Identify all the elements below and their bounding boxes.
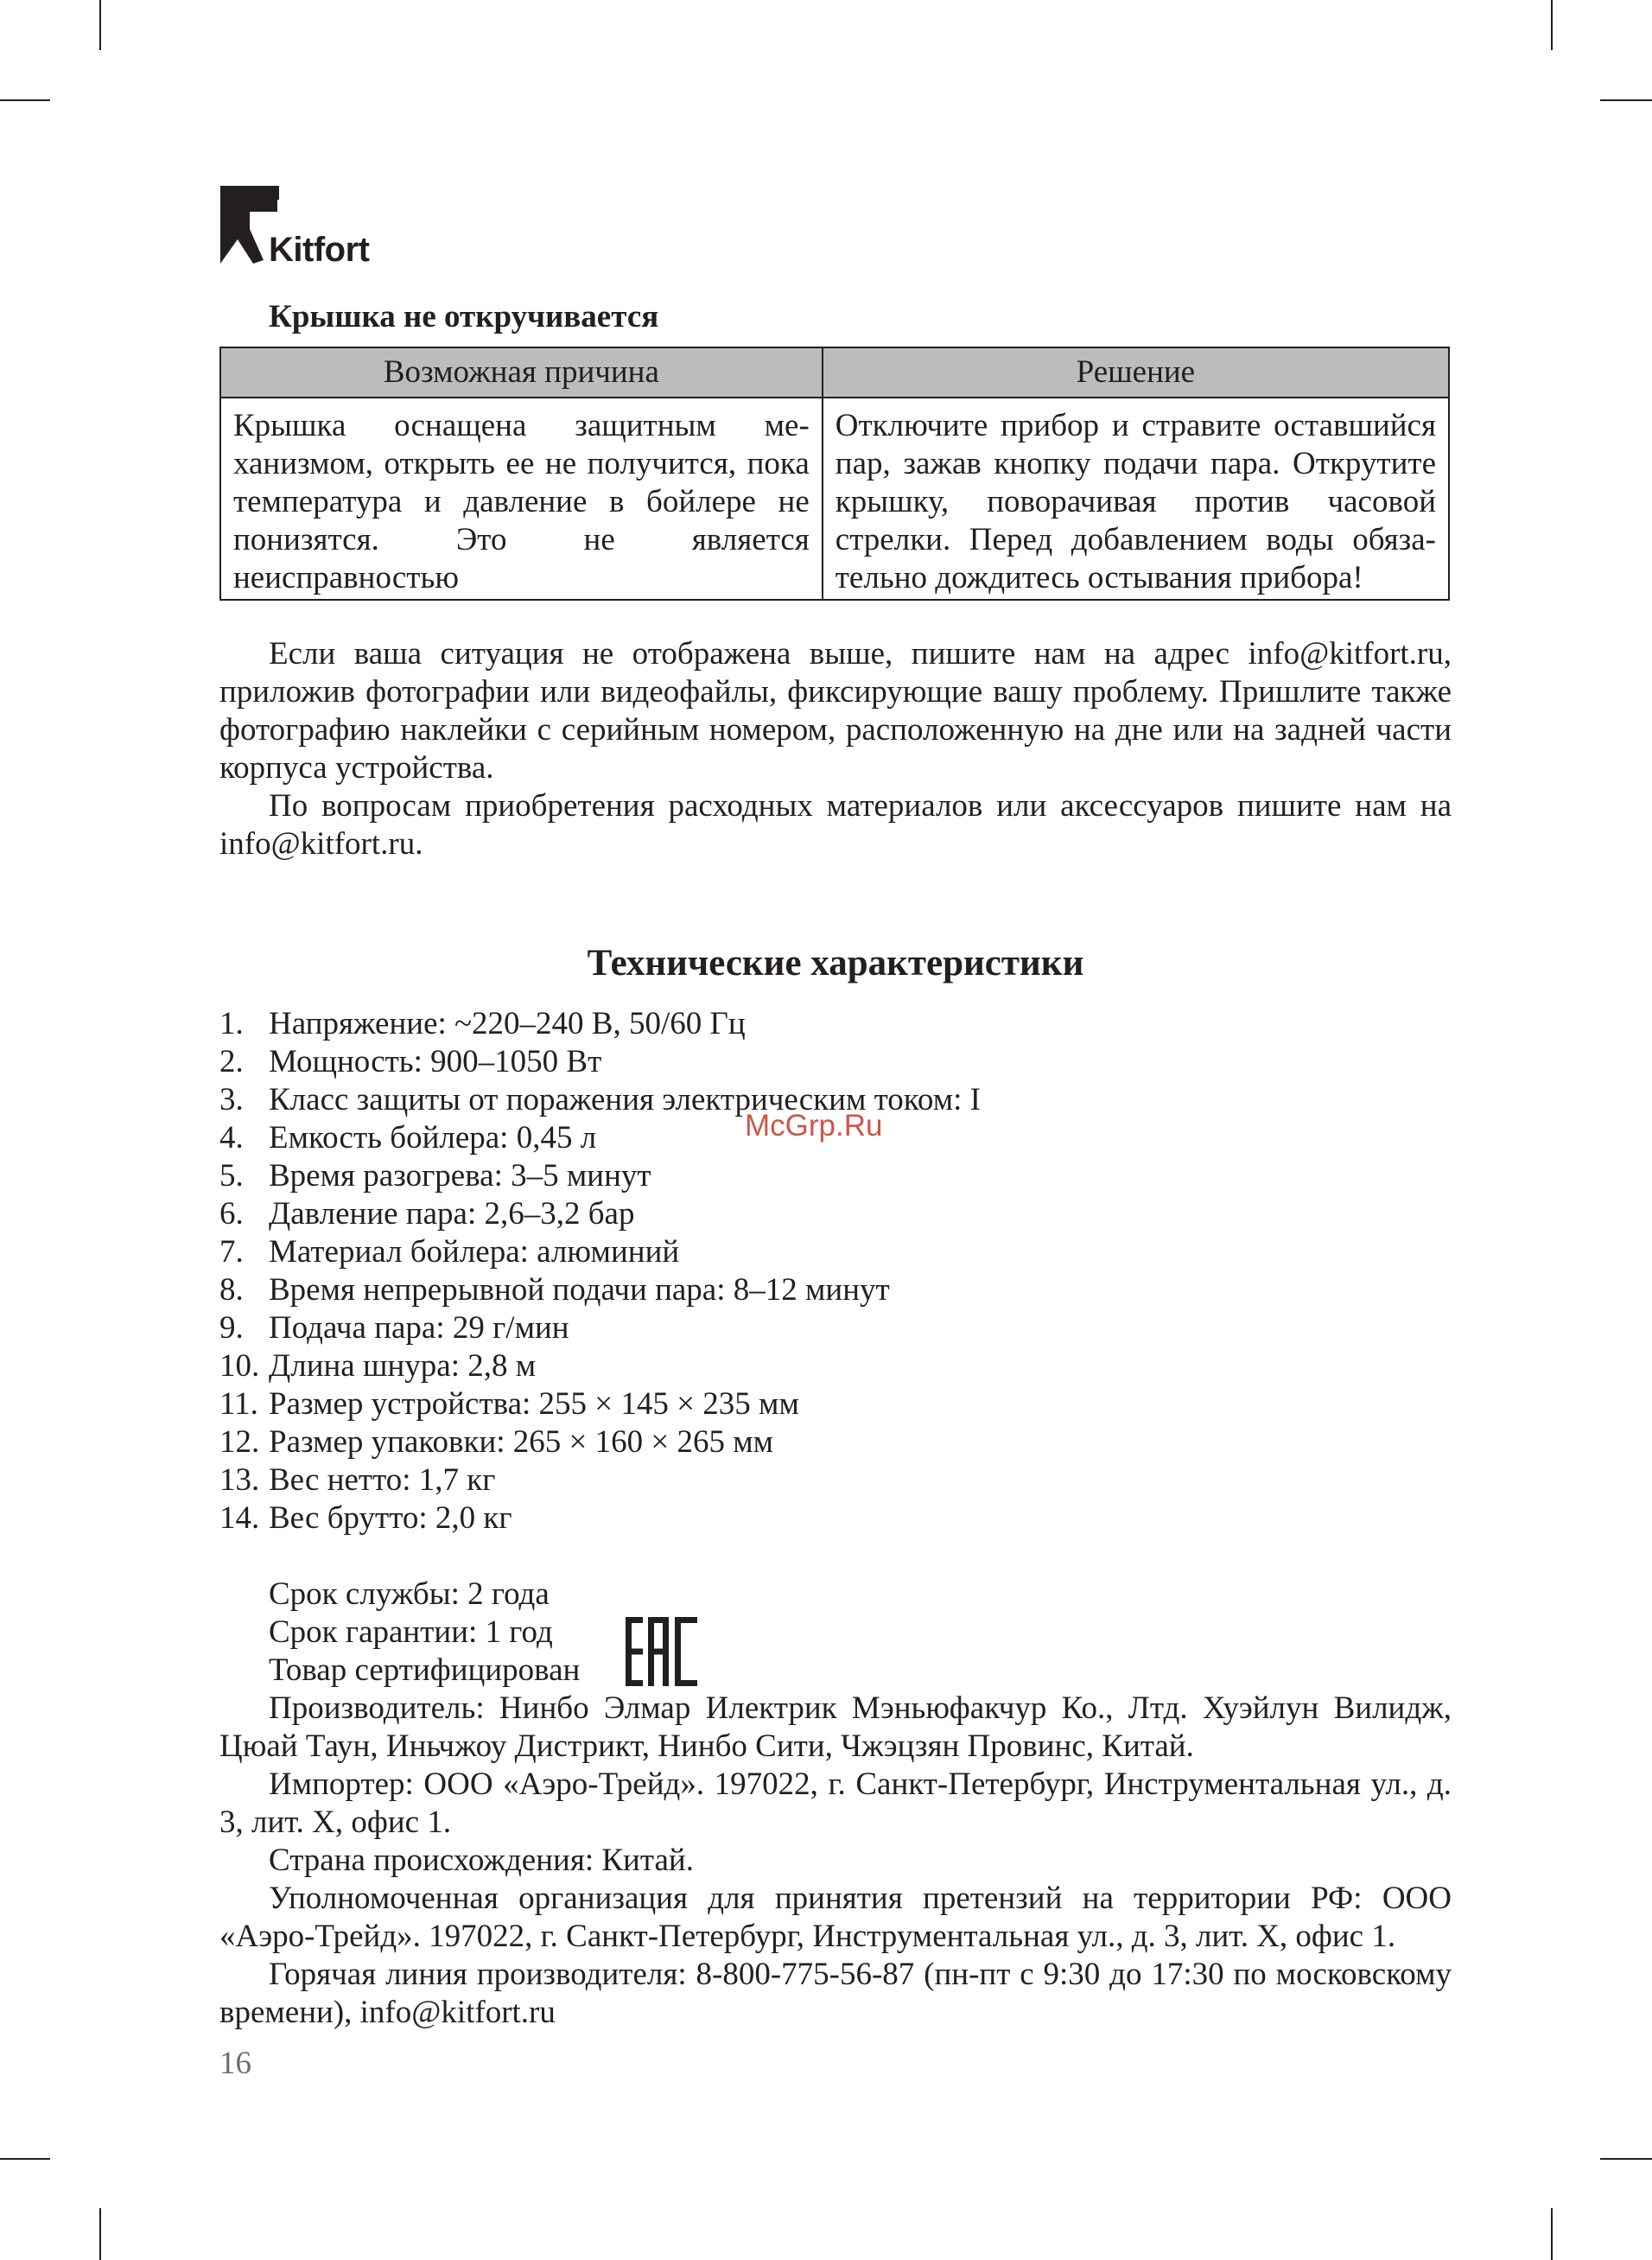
crop-mark bbox=[1600, 2158, 1652, 2160]
manufacturer-paragraph: Производитель: Нинбо Элмар Илектрик Мэньюфакчур Ко., Лтд. Хуэйлун Вилидж, Цюай Таун, Иньчжоу Дистрикт, Нинбо Сити, Чжэцзян Провинс, Китай. bbox=[219, 1690, 1452, 1764]
origin-paragraph: Страна происхождения: Китай. bbox=[269, 1843, 694, 1878]
list-item: 1. Напряжение: ~220–240 В, 50/60 Гц bbox=[219, 1006, 746, 1041]
accessories-paragraph: По вопросам приобретения расходных материалов или аксессуаров пишите нам на info@kitfort.ru. bbox=[219, 788, 1452, 862]
list-item: 5. Время разогрева: 3–5 минут bbox=[219, 1158, 651, 1194]
specs-list bbox=[219, 1005, 1452, 1537]
hotline-paragraph: Горячая линия производителя: 8-800-775-56-87 (пн-пт с 9:30 до 17:30 по московскому времени), info@kitfort.ru bbox=[219, 1957, 1452, 2030]
list-item: 4. Емкость бойлера: 0,45 л bbox=[219, 1120, 597, 1155]
crop-mark bbox=[0, 99, 50, 101]
list-item: 13. Вес нетто: 1,7 кг bbox=[219, 1462, 496, 1498]
list-item: 10. Длина шнура: 2,8 м bbox=[219, 1348, 537, 1384]
crop-mark bbox=[1551, 2208, 1553, 2260]
specs-title: Технические характеристики bbox=[587, 943, 1084, 984]
crop-mark bbox=[1600, 99, 1652, 101]
list-item: 9. Подача пара: 29 г/мин bbox=[219, 1310, 569, 1346]
list-item: 2. Мощность: 900–1050 Вт bbox=[219, 1044, 602, 1079]
list-item: 8. Время непрерывной подачи пара: 8–12 минут bbox=[219, 1272, 890, 1308]
table-row bbox=[220, 398, 1449, 600]
brand-name: Kitfort bbox=[269, 231, 370, 269]
list-item: 11. Размер устройства: 255 × 145 × 235 мм bbox=[219, 1386, 799, 1422]
page-number: 16 bbox=[219, 2046, 251, 2081]
watermark: McGrp.Ru bbox=[745, 1109, 883, 1143]
certified-text: Товар сертифицирован bbox=[269, 1652, 581, 1688]
warranty-period: Срок гарантии: 1 год bbox=[269, 1614, 553, 1650]
importer-paragraph: Импортер: ООО «Аэро-Трейд». 197022, г. Санкт-Петербург, Инструментальная ул., д. 3, лит. Х, офис 1. bbox=[219, 1767, 1452, 1840]
authorized-org-paragraph: Уполномоченная организация для принятия претензий на территории РФ: ООО «Аэро-Трейд». 197022, г. Санкт-Петербург, Инструментальная ул., д. 3, лит. Х, офис 1. bbox=[219, 1881, 1452, 1954]
crop-mark bbox=[1551, 0, 1553, 50]
certification-row bbox=[219, 1652, 1452, 1690]
troubleshoot-heading: Крышка не откручивается bbox=[269, 299, 659, 334]
list-item: 14. Вес брутто: 2,0 кг bbox=[219, 1500, 512, 1536]
table-header-row bbox=[220, 347, 1449, 398]
crop-mark bbox=[99, 0, 101, 50]
list-item: 6. Давление пара: 2,6–3,2 бар bbox=[219, 1196, 635, 1232]
solution-cell: Отключите прибор и стравите оставшийся пар, зажав кнопку подачи пара. Открутите крышку, поворачивая против часовой стрелки. Перед добавлением воды обязательно дождитесь остывания прибора! bbox=[823, 398, 1449, 600]
page-content bbox=[219, 298, 1452, 2032]
column-header-solution: Решение bbox=[823, 347, 1449, 398]
crop-mark bbox=[99, 2208, 101, 2260]
crop-mark bbox=[0, 2158, 50, 2160]
service-life: Срок службы: 2 года bbox=[269, 1576, 550, 1612]
list-item: 12. Размер упаковки: 265 × 160 × 265 мм bbox=[219, 1424, 774, 1460]
list-item: 3. Класс защиты от поражения электрическим током: I bbox=[219, 1082, 981, 1117]
list-item: 7. Материал бойлера: алюминий bbox=[219, 1234, 680, 1270]
troubleshoot-table bbox=[219, 347, 1450, 601]
contact-paragraph: Если ваша ситуация не отображена выше, пишите нам на адрес info@kitfort.ru, приложив фотографии или видеофайлы, фиксирующие вашу проблему. Пришлите также фотографию наклейки с серийным номером, расположенную на дне или на задней части корпуса устройства. bbox=[219, 636, 1452, 786]
eac-mark-icon bbox=[626, 1617, 698, 1686]
cause-cell: Крышка оснащена защитным механизмом, открыть ее не получится, пока температура и давление в бойлере не понизятся. Это не является неисправностью bbox=[220, 398, 823, 600]
column-header-cause: Возможная причина bbox=[220, 347, 823, 398]
